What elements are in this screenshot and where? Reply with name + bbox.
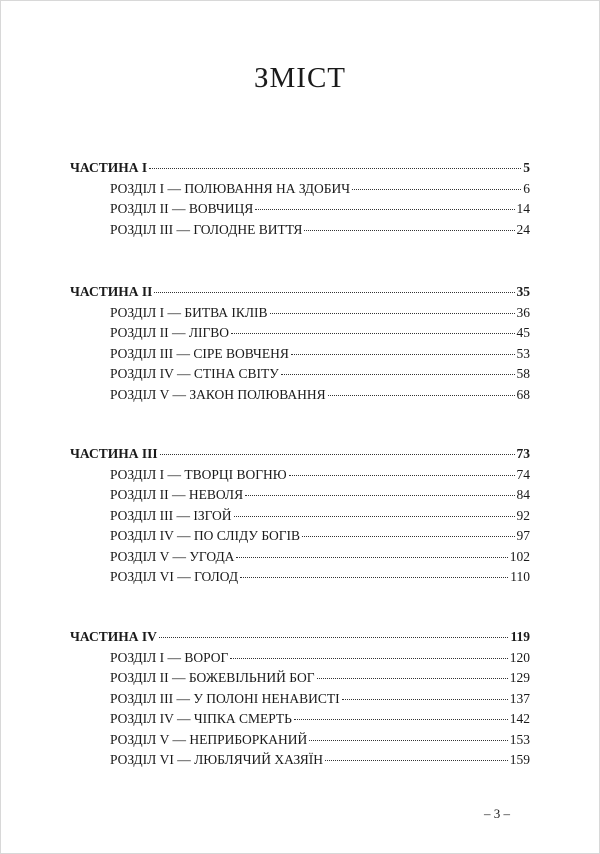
toc-chapter-label: РОЗДІЛ V — УГОДА [110, 548, 235, 564]
toc-chapter [110, 181, 530, 201]
toc-chapter-page: 129 [509, 670, 530, 685]
toc-part-label: ЧАСТИНА I [70, 160, 148, 175]
toc-part [70, 446, 530, 466]
toc-chapter [110, 487, 530, 507]
toc-part-label: ЧАСТИНА IV [70, 629, 157, 644]
toc-chapter-label: РОЗДІЛ VI — ГОЛОД [110, 569, 239, 584]
toc-chapter-page: 36 [516, 304, 530, 320]
dot-leader [302, 536, 514, 537]
toc-chapter-label: РОЗДІЛ V — НЕПРИБОРКАНИЙ [110, 731, 308, 747]
dot-leader [294, 719, 508, 720]
toc-chapter-page: 142 [509, 711, 530, 726]
toc-chapter-page: 120 [509, 649, 530, 665]
toc-chapter [110, 752, 530, 772]
toc-chapter-label: РОЗДІЛ IV — СТІНА СВІТУ [110, 366, 279, 381]
toc-chapter-label: РОЗДІЛ V — ЗАКОН ПОЛЮВАННЯ [110, 386, 326, 402]
toc-chapter [110, 222, 530, 242]
dot-leader [255, 209, 514, 210]
toc-part-label: ЧАСТИНА II [70, 284, 153, 299]
toc-chapter-page: 84 [516, 487, 530, 502]
toc-chapter-page: 14 [516, 201, 530, 216]
dot-leader [149, 168, 521, 169]
page-title: ЗМІСТ [253, 62, 347, 94]
toc-chapter-label: РОЗДІЛ III — У ПОЛОНІ НЕНАВИСТІ [110, 690, 340, 706]
toc-chapter [110, 325, 530, 345]
dot-leader [240, 577, 508, 578]
toc-chapter [110, 732, 530, 752]
toc-chapter-label: РОЗДІЛ I — ПОЛЮВАННЯ НА ЗДОБИЧ [110, 180, 351, 196]
toc-chapter-page: 102 [509, 548, 530, 564]
toc-chapter [110, 691, 530, 711]
dot-leader [289, 475, 515, 476]
toc-part [70, 160, 530, 180]
toc-chapter-page: 153 [509, 731, 530, 747]
toc-chapter-page: 110 [510, 569, 530, 584]
toc-chapter [110, 670, 530, 690]
toc-chapter-label: РОЗДІЛ III — СІРЕ ВОВЧЕНЯ [110, 345, 289, 361]
toc-chapter [110, 508, 530, 528]
toc-chapter [110, 387, 530, 407]
dot-leader [304, 230, 514, 231]
toc-chapter-page: 68 [516, 386, 530, 402]
toc-chapter-page: 74 [516, 466, 530, 482]
toc-chapter [110, 528, 530, 548]
toc-chapter-label: РОЗДІЛ I — БИТВА ІКЛІВ [110, 304, 268, 320]
toc-chapter-label: РОЗДІЛ IV — ПО СЛІДУ БОГІВ [110, 528, 301, 543]
toc-chapter [110, 569, 530, 589]
dot-leader [154, 292, 514, 293]
toc-chapter-label: РОЗДІЛ III — ГОЛОДНЕ ВИТТЯ [110, 221, 303, 237]
dot-leader [325, 760, 508, 761]
toc-chapter-page: 58 [516, 366, 530, 381]
toc-chapter-page: 6 [523, 180, 530, 196]
toc-chapter-label: РОЗДІЛ IV — ЧІПКА СМЕРТЬ [110, 711, 292, 726]
toc-chapter-label: РОЗДІЛ II — ЛІГВО [110, 325, 230, 340]
toc-chapter-page: 53 [516, 345, 530, 361]
dot-leader [231, 333, 514, 334]
toc-chapter-page: 24 [516, 221, 530, 237]
page-number: – 3 – [484, 806, 510, 821]
dot-leader [328, 395, 515, 396]
dot-leader [245, 495, 514, 496]
toc-part-page: 5 [523, 160, 530, 175]
toc-part [70, 629, 530, 649]
dot-leader [309, 740, 507, 741]
dot-leader [234, 516, 515, 517]
toc-part-page: 35 [516, 284, 530, 299]
dot-leader [160, 454, 515, 455]
toc-chapter [110, 366, 530, 386]
toc-chapter [110, 467, 530, 487]
toc-chapter-page: 97 [516, 528, 530, 543]
dot-leader [317, 678, 508, 679]
toc-chapter [110, 650, 530, 670]
toc-part-page: 73 [516, 446, 530, 461]
toc-chapter-page: 137 [509, 690, 530, 706]
toc-part-page: 119 [510, 629, 530, 644]
toc-chapter-label: РОЗДІЛ I — ТВОРЦІ ВОГНЮ [110, 466, 287, 482]
dot-leader [342, 699, 508, 700]
toc-chapter-label: РОЗДІЛ III — ІЗГОЙ [110, 507, 232, 523]
dot-leader [236, 557, 507, 558]
toc-chapter-label: РОЗДІЛ I — ВОРОГ [110, 649, 229, 665]
toc-chapter [110, 549, 530, 569]
dot-leader [352, 189, 521, 190]
toc-chapter [110, 711, 530, 731]
toc-chapter [110, 201, 530, 221]
dot-leader [281, 374, 515, 375]
toc-chapter [110, 346, 530, 366]
toc-part-label: ЧАСТИНА III [70, 446, 158, 461]
toc-chapter-label: РОЗДІЛ VI — ЛЮБЛЯЧИЙ ХАЗЯЇН [110, 752, 324, 767]
dot-leader [291, 354, 515, 355]
dot-leader [270, 313, 515, 314]
toc-chapter-label: РОЗДІЛ II — ВОВЧИЦЯ [110, 201, 254, 216]
dot-leader [159, 637, 509, 638]
dot-leader [230, 658, 507, 659]
toc-part [70, 284, 530, 304]
toc-chapter-page: 159 [509, 752, 530, 767]
toc-chapter-page: 45 [516, 325, 530, 340]
toc-chapter-page: 92 [516, 507, 530, 523]
toc-chapter [110, 305, 530, 325]
toc-chapter-label: РОЗДІЛ II — БОЖЕВІЛЬНИЙ БОГ [110, 670, 315, 685]
toc-chapter-label: РОЗДІЛ II — НЕВОЛЯ [110, 487, 244, 502]
